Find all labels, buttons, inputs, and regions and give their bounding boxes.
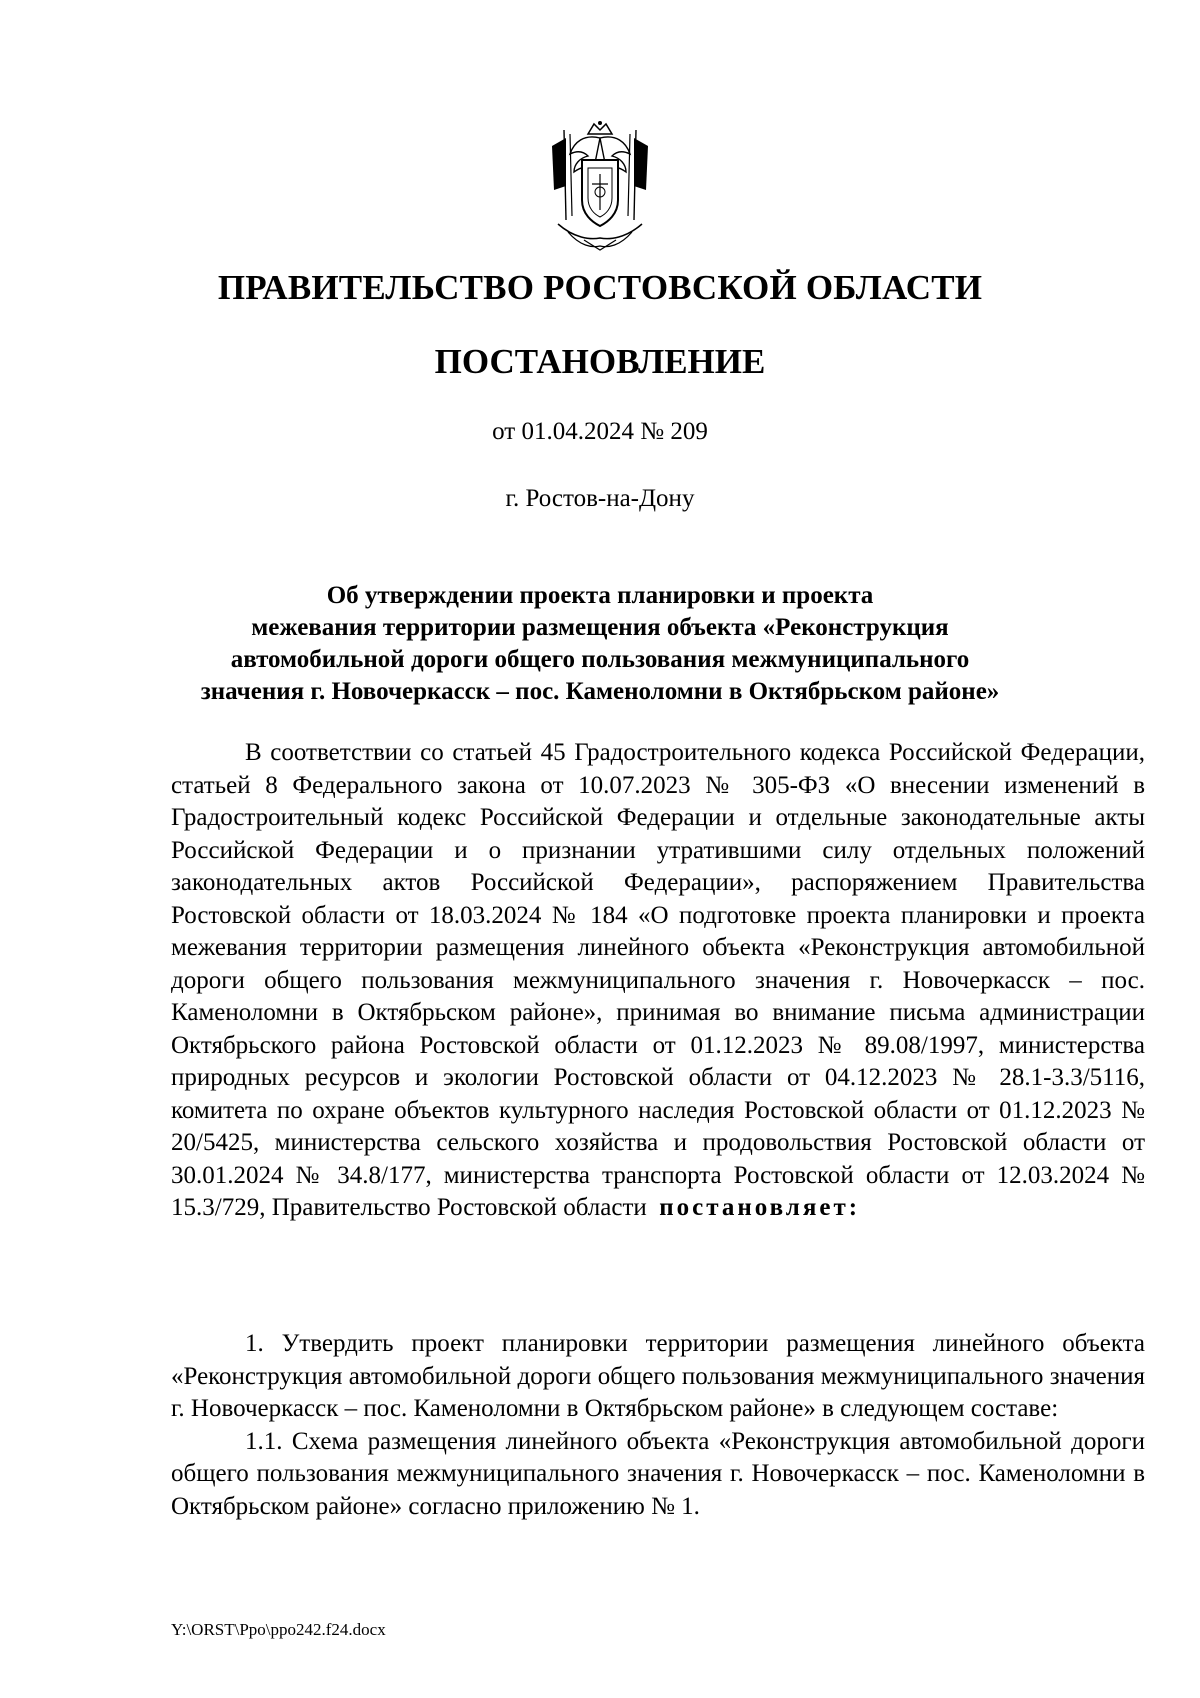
file-path-footer: Y:\ORST\Ppo\ppo242.f24.docx: [171, 1620, 386, 1639]
subject-line: межевания территории размещения объекта «Реконструкция: [251, 614, 949, 641]
subject-line: значения г. Новочеркасск – пос. Каменоломни в Октябрьском районе»: [200, 678, 1000, 705]
subject-line: автомобильной дороги общего пользования межмуниципального: [230, 646, 970, 673]
document-type: ПОСТАНОВЛЕНИЕ: [434, 342, 766, 381]
document-subject: [150, 580, 1050, 708]
preamble: [171, 737, 1145, 1225]
document-date-number: от 01.04.2024 № 209: [492, 418, 708, 445]
coat-of-arms-icon: [544, 120, 656, 252]
subject-line: Об утверждении проекта планировки и проекта: [326, 582, 874, 609]
organization-title: ПРАВИТЕЛЬСТВО РОСТОВСКОЙ ОБЛАСТИ: [217, 268, 983, 307]
item-1-1: 1.1. Схема размещения линейного объекта «Реконструкция автомобильной дороги общего пользования межмуниципального значения г. Новочеркасск – пос. Каменоломни в Октябрьском районе» согласно приложению № 1.: [171, 1427, 1145, 1520]
decree-word: постановляет:: [659, 1194, 861, 1221]
document-place: г. Ростов-на-Дону: [505, 485, 695, 512]
items-list: [171, 1328, 1145, 1523]
preamble-paragraph: [171, 737, 1145, 1225]
item-1: 1. Утвердить проект планировки территории размещения линейного объекта «Реконструкция автомобильной дороги общего пользования межмуниципального значения г. Новочеркасск – пос. Каменоломни в Октябрьском районе» в следующем составе:: [171, 1330, 1145, 1422]
preamble-text: В соответствии со статьей 45 Градостроительного кодекса Российской Федерации, статьей 8 Федерального закона от 10.07.2023 № 305-ФЗ «О внесении изменений в Градостроительный кодекс Российской Федерации и отдельные законодательные акты Российской Федерации и о признании утратившими силу отдельных положений законодательных актов Российской Федерации», распоряжением Правительства Ростовской области от 18.03.2024 № 184 «О подготовке проекта планировки и проекта межевания территории размещения линейного объекта «Реконструкция автомобильной дороги общего пользования межмуниципального значения г. Новочеркасск – пос. Каменоломни в Октябрьском районе», принимая во внимание письма администрации Октябрьского района Ростовской области от 01.12.2023 № 89.08/1997, министерства природных ресурсов и экологии Ростовской области от 04.12.2023 № 28.1-3.3/5116, комитета по охране объектов культурного наследия Ростовской области от 01.12.2023 № 20/5425, министерства сельского хозяйства и продовольствия Ростовской области от 30.01.2024 № 34.8/177, министерства транспорта Ростовской области от 12.03.2024 № 15.3/729, Правительство Ростовской области: [171, 739, 1145, 1221]
